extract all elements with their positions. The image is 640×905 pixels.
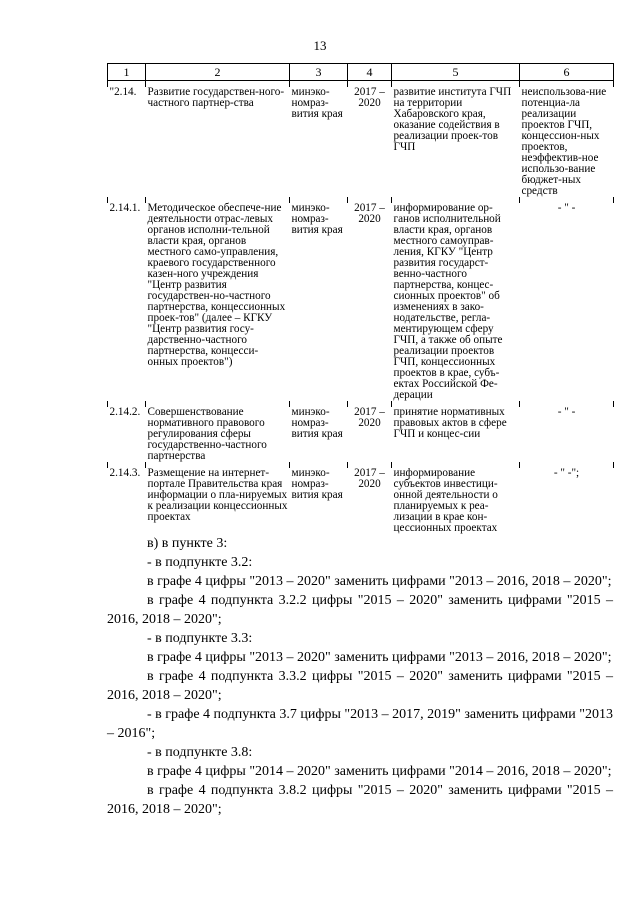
- paragraph: в графе 4 цифры "2013 – 2020" заменить цифрами "2013 – 2016, 2018 – 2020";: [147, 574, 612, 589]
- row-number: 2.14.2.: [109, 406, 141, 418]
- row-number: 2.14.3.: [109, 467, 141, 479]
- col-header-5: 5: [392, 64, 520, 81]
- paragraph: - в подпункте 3.2:: [147, 555, 253, 570]
- executor: минэко-номраз-вития края: [291, 86, 343, 120]
- risk: - " -";: [553, 467, 580, 479]
- risk: - " -: [557, 406, 576, 418]
- paragraph: - в подпункте 3.3:: [147, 631, 253, 646]
- col-header-3: 3: [290, 64, 348, 81]
- paragraph: в графе 4 подпункта 3.3.2 цифры "2015 – 2020" заменить цифрами "2015 – 2016, 2018 – 2020";: [107, 669, 613, 703]
- period: 2017 – 2020: [354, 202, 385, 225]
- measures-table: [107, 63, 614, 534]
- risk: неиспользова-ние потенциа-ла реализации проектов ГЧП, концессион-ных проектов, неэффектив-ное использо-вание бюджет-ных средств: [521, 86, 607, 197]
- paragraph: в графе 4 подпункта 3.8.2 цифры "2015 – 2020" заменить цифрами "2015 – 2016, 2018 – 2020";: [107, 783, 613, 817]
- measure-title: Размещение на интернет-портале Правительства края информации о пла-нируемых к реализации концессионных проектах: [147, 467, 288, 523]
- executor: минэко-номраз-вития края: [291, 467, 343, 501]
- row-number: 2.14.1.: [109, 202, 141, 214]
- paragraph: в графе 4 цифры "2013 – 2020" заменить цифрами "2013 – 2016, 2018 – 2020";: [147, 650, 612, 665]
- paragraph: в графе 4 подпункта 3.2.2 цифры "2015 – 2020" заменить цифрами "2015 – 2016, 2018 – 2020";: [107, 593, 613, 627]
- col-header-4: 4: [348, 64, 392, 81]
- col-header-6: 6: [520, 64, 614, 81]
- row-number: "2.14.: [109, 86, 137, 98]
- executor: минэко-номраз-вития края: [291, 202, 343, 236]
- table-row: [108, 407, 614, 462]
- paragraph: - в подпункте 3.8:: [147, 745, 253, 760]
- paragraph: - в графе 4 подпункта 3.7 цифры "2013 – 2017, 2019" заменить цифрами "2013 – 2016";: [107, 707, 613, 741]
- executor: минэко-номраз-вития края: [291, 406, 343, 440]
- table-row: [108, 87, 614, 197]
- expected-result: развитие института ГЧП на территории Хабаровского края, оказание содействия в реализации проек-тов ГЧП: [393, 86, 512, 153]
- table-header-row: [108, 64, 614, 81]
- paragraph: в графе 4 цифры "2014 – 2020" заменить цифрами "2014 – 2016, 2018 – 2020";: [147, 764, 612, 779]
- risk: - " -: [557, 202, 576, 214]
- expected-result: информирование субъектов инвестици-онной деятельности о планируемых к реа-лизации в крае кон-цессионных проектах: [393, 467, 498, 534]
- col-header-2: 2: [146, 64, 290, 81]
- period: 2017 – 2020: [354, 467, 385, 490]
- amendments-text: [107, 534, 613, 819]
- paragraph: в) в пункте 3:: [147, 536, 228, 551]
- table-row: [108, 203, 614, 401]
- col-header-1: 1: [108, 64, 146, 81]
- expected-result: информирование ор-ганов исполнительной власти края, органов местного самоуправ-ления, КГКУ "Центр развития государст-венно-частного партнерства, концес-сионных проектов" об изменениях в зако-нодательстве, регла-ментирующем сферу ГЧП, а также об опыте реализации проектов ГЧП, концессионных проектов в крае, субъ-ектах Российской Фе-дерации: [393, 202, 503, 401]
- measure-title: Совершенствование нормативного правового регулирования сферы государственно-частного партнерства: [147, 406, 267, 462]
- measure-title: Развитие государствен-ного-частного партнер-ства: [147, 86, 285, 109]
- page-number: 13: [313, 38, 327, 53]
- measure-title: Методическое обеспече-ние деятельности отрас-левых органов исполни-тельной власти края, органов местного само-управления, краевого государственного казен-ного учреждения "Центр развития государствен-но-частного партнерства, концессионных проек-тов" (далее – КГКУ "Центр развития госу-дарственно-частного партнерства, концесси-онных проектов"): [147, 202, 286, 368]
- expected-result: принятие нормативных правовых актов в сфере ГЧП и концес-сии: [393, 406, 507, 440]
- table-row: [108, 468, 614, 534]
- period: 2017 – 2020: [354, 406, 385, 429]
- period: 2017 – 2020: [354, 86, 385, 109]
